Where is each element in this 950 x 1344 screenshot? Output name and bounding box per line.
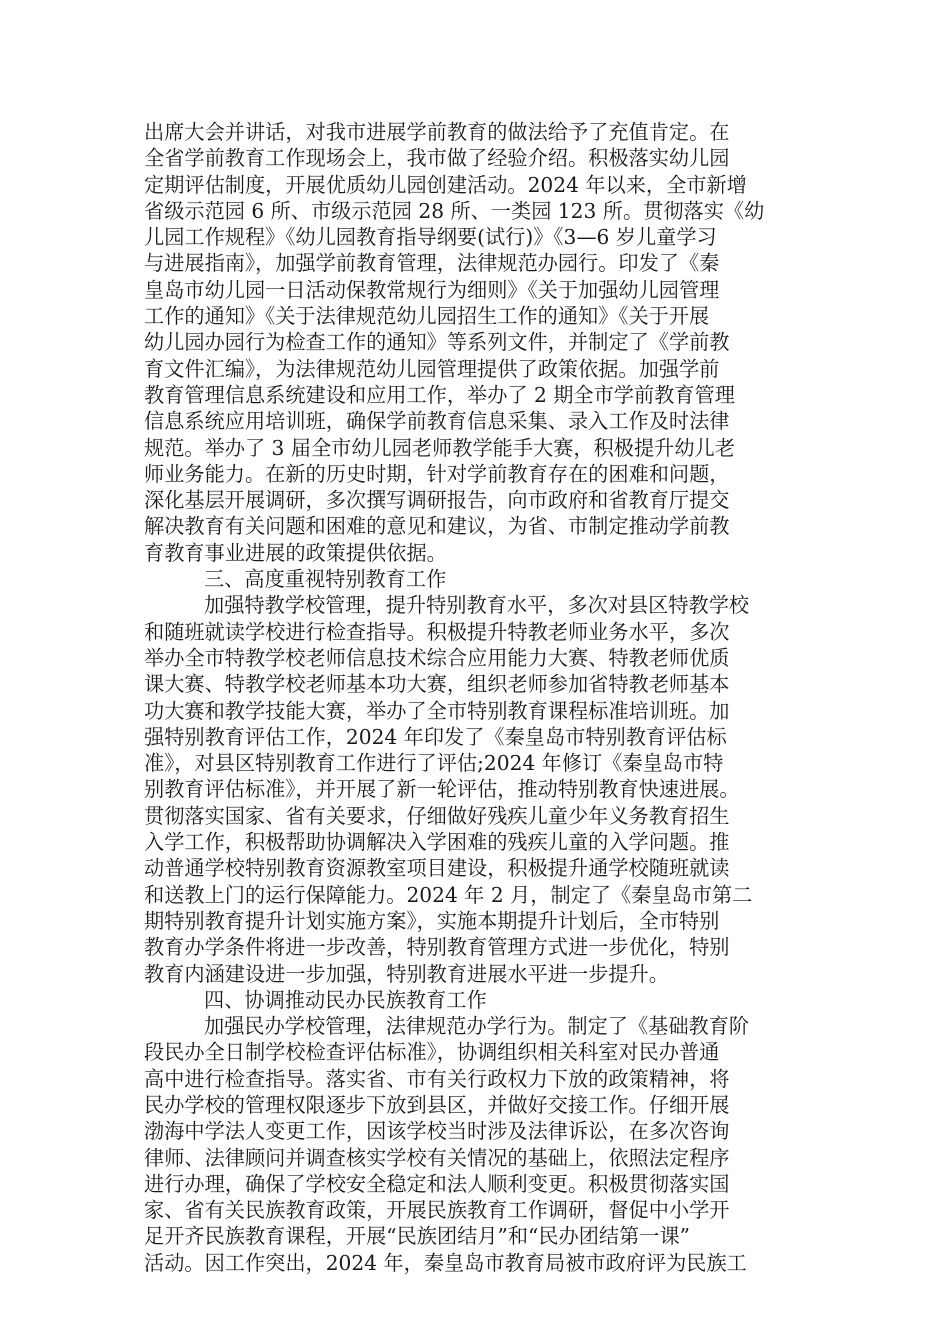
text-line: 全省学前教育工作现场会上，我市做了经验介绍。积极落实幼儿园 bbox=[144, 146, 730, 171]
text-line: 高中进行检查指导。落实省、市有关行政权力下放的政策精神，将 bbox=[144, 1066, 730, 1091]
paragraph-start-line: 四、协调推动民办民族教育工作 bbox=[204, 987, 487, 1012]
text-line: 动普通学校特别教育资源教室项目建设，积极提升通学校随班就读 bbox=[144, 856, 730, 881]
text-line: 解决教育有关问题和困难的意见和建议，为省、市制定推动学前教 bbox=[144, 514, 730, 539]
text-line: 教育内涵建设进一步加强，特别教育进展水平进一步提升。 bbox=[144, 961, 669, 986]
text-line: 课大赛、特教学校老师基本功大赛，组织老师参加省特教老师基本 bbox=[144, 672, 730, 697]
text-line: 活动。因工作突出，2024 年，秦皇岛市教育局被市政府评为民族工 bbox=[144, 1250, 747, 1275]
text-line: 信息系统应用培训班，确保学前教育信息采集、录入工作及时法律 bbox=[144, 409, 730, 434]
text-line: 和送教上门的运行保障能力。2024 年 2 月，制定了《秦皇岛市第二 bbox=[144, 882, 753, 907]
text-line: 期特别教育提升计划实施方案》，实施本期提升计划后，全市特别 bbox=[144, 908, 720, 933]
text-line: 民办学校的管理权限逐步下放到县区，并做好交接工作。仔细开展 bbox=[144, 1092, 730, 1117]
paragraph-start-line: 加强特教学校管理，提升特别教育水平，多次对县区特教学校 bbox=[204, 593, 750, 618]
text-line: 教育办学条件将进一步改善，特别教育管理方式进一步优化，特别 bbox=[144, 935, 730, 960]
text-line: 教育管理信息系统建设和应用工作，举办了 2 期全市学前教育管理 bbox=[144, 382, 735, 407]
text-line: 入学工作，积极帮助协调解决入学困难的残疾儿童的入学问题。推 bbox=[144, 830, 730, 855]
text-line: 强特别教育评估工作，2024 年印发了《秦皇岛市特别教育评估标 bbox=[144, 724, 727, 749]
text-line: 律师、法律顾问并调查核实学校有关情况的基础上，依照法定程序 bbox=[144, 1145, 730, 1170]
text-line: 别教育评估标准》，并开展了新一轮评估，推动特别教育快速进展。 bbox=[144, 777, 740, 802]
text-line: 足开齐民族教育课程，开展“民族团结月”和“民办团结第一课” bbox=[144, 1224, 690, 1249]
text-line: 家、省有关民族教育政策，开展民族教育工作调研，督促中小学开 bbox=[144, 1198, 730, 1223]
text-line: 育文件汇编》，为法律规范幼儿园管理提供了政策依据。加强学前 bbox=[144, 356, 720, 381]
text-line: 规范。举办了 3 届全市幼儿园老师教学能手大赛，积极提升幼儿老 bbox=[144, 435, 735, 460]
text-line: 段民办全日制学校检查评估标准》，协调组织相关科室对民办普通 bbox=[144, 1040, 720, 1065]
text-line: 工作的通知》《关于法律规范幼儿园招生工作的通知》《关于开展 bbox=[144, 304, 710, 329]
text-line: 与进展指南》，加强学前教育管理，法律规范办园行。印发了《秦 bbox=[144, 251, 720, 276]
paragraph-start-line: 三、高度重视特别教育工作 bbox=[204, 567, 447, 592]
text-line: 贯彻落实国家、省有关要求，仔细做好残疾儿童少年义务教育招生 bbox=[144, 803, 730, 828]
text-line: 和随班就读学校进行检查指导。积极提升特教老师业务水平，多次 bbox=[144, 619, 730, 644]
text-line: 幼儿园办园行为检查工作的通知》等系列文件，并制定了《学前教 bbox=[144, 330, 730, 355]
text-line: 师业务能力。在新的历史时期，针对学前教育存在的困难和问题， bbox=[144, 461, 730, 486]
text-line: 渤海中学法人变更工作，因该学校当时涉及法律诉讼，在多次咨询 bbox=[144, 1119, 730, 1144]
text-line: 功大赛和教学技能大赛，举办了全市特别教育课程标准培训班。加 bbox=[144, 698, 730, 723]
text-line: 准》，对县区特别教育工作进行了评估;2024 年修订《秦皇岛市特 bbox=[144, 751, 724, 776]
paragraph-start-line: 加强民办学校管理，法律规范办学行为。制定了《基础教育阶 bbox=[204, 1014, 750, 1039]
text-line: 皇岛市幼儿园一日活动保教常规行为细则》《关于加强幼儿园管理 bbox=[144, 277, 720, 302]
text-line: 出席大会并讲话，对我市进展学前教育的做法给予了充值肯定。在 bbox=[144, 120, 730, 144]
text-line: 儿园工作规程》《幼儿园教育指导纲要(试行)》《3—6 岁儿童学习 bbox=[144, 225, 717, 250]
document-body bbox=[144, 119, 844, 1276]
text-line: 省级示范园 6 所、市级示范园 28 所、一类园 123 所。贯彻落实《幼 bbox=[144, 198, 765, 223]
text-line: 深化基层开展调研，多次撰写调研报告，向市政府和省教育厅提交 bbox=[144, 488, 730, 513]
text-line: 进行办理，确保了学校安全稳定和法人顺利变更。积极贯彻落实国 bbox=[144, 1171, 730, 1196]
text-line: 定期评估制度，开展优质幼儿园创建活动。2024 年以来，全市新增 bbox=[144, 172, 747, 197]
text-line: 育教育事业进展的政策提供依据。 bbox=[144, 540, 447, 565]
text-line: 举办全市特教学校老师信息技术综合应用能力大赛、特教老师优质 bbox=[144, 645, 730, 670]
